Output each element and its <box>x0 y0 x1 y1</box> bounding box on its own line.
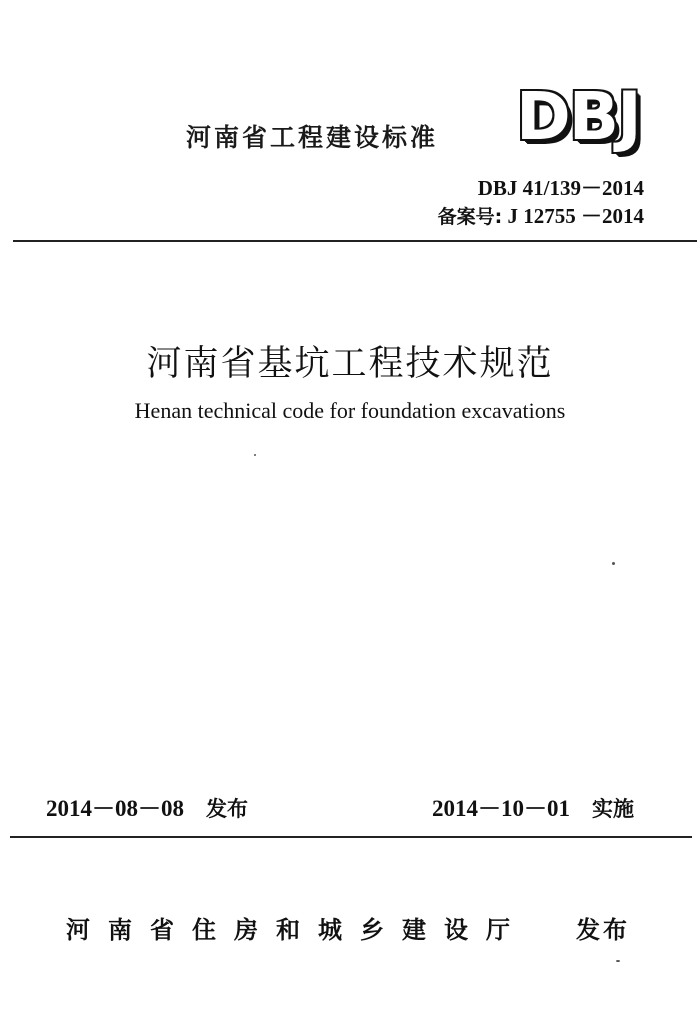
standard-code-number: DBJ 41/139－2014 <box>477 176 644 200</box>
document-title-chinese: 河南省基坑工程技术规范 <box>146 344 554 384</box>
dbj-logo-text: DBJ <box>516 78 640 155</box>
scan-speck <box>254 454 256 456</box>
effective-date: 2014－10－01 <box>432 796 570 821</box>
publish-label: 发布 <box>576 916 630 944</box>
document-title-english: Henan technical code for foundation excavations <box>134 398 566 423</box>
footer-divider <box>10 836 692 838</box>
record-number-line <box>438 200 644 230</box>
scan-speck <box>616 960 620 962</box>
effective-date-line <box>432 790 634 823</box>
issue-label: 发布 <box>206 797 248 821</box>
effective-label: 实施 <box>592 797 634 821</box>
issue-date-line <box>46 790 248 823</box>
issue-date: 2014－08－08 <box>46 796 184 821</box>
record-number-label: 备案号: <box>437 206 503 228</box>
scan-speck <box>612 562 615 565</box>
publisher-name: 河南省住房和城乡建设厅 <box>66 916 528 944</box>
dbj-logo <box>516 78 656 155</box>
standard-series-label: 河南省工程建设标准 <box>186 123 439 152</box>
header-divider <box>13 240 697 242</box>
record-number-value: J 12755 －2014 <box>507 204 644 228</box>
